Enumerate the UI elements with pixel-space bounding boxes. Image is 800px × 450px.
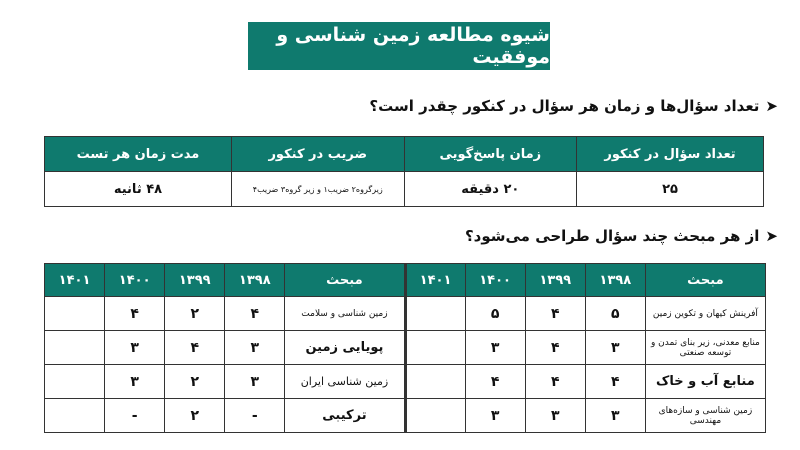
question-2 xyxy=(465,227,778,245)
topic-cell: منابع آب و خاک xyxy=(645,365,765,399)
exam-info-header-row xyxy=(45,137,764,172)
header-year-1398: ۱۳۹۸ xyxy=(225,264,285,297)
table-row xyxy=(45,331,766,365)
value-cell xyxy=(405,297,465,331)
cell-answer-time: ۲۰ دقیقه xyxy=(404,172,577,207)
value-cell: ۳ xyxy=(105,365,165,399)
table-row xyxy=(45,297,766,331)
value-cell: - xyxy=(225,399,285,433)
topic-questions-table xyxy=(44,263,766,433)
topic-cell: آفرینش کیهان و تکوین زمین xyxy=(645,297,765,331)
value-cell xyxy=(405,331,465,365)
value-cell: ۳ xyxy=(105,331,165,365)
value-cell: ۴ xyxy=(525,331,585,365)
topic-cell: ترکیبی xyxy=(285,399,405,433)
value-cell xyxy=(45,331,105,365)
topic-cell: پویایی زمین xyxy=(285,331,405,365)
cell-coefficient: زیرگروه۲ ضریب۱ و زیر گروه۳ ضریب۴ xyxy=(231,172,404,207)
exam-info-table xyxy=(44,136,764,207)
value-cell: ۳ xyxy=(585,331,645,365)
value-cell: ۲ xyxy=(165,399,225,433)
header-coefficient: ضریب در کنکور xyxy=(231,137,404,172)
value-cell xyxy=(405,399,465,433)
value-cell: ۴ xyxy=(465,365,525,399)
topic-header-row xyxy=(45,264,766,297)
cell-time-per-test: ۴۸ ثانیه xyxy=(45,172,232,207)
value-cell: ۳ xyxy=(585,399,645,433)
value-cell: ۲ xyxy=(165,365,225,399)
header-year-1401: ۱۴۰۱ xyxy=(405,264,465,297)
header-topic: مبحث xyxy=(645,264,765,297)
value-cell: ۳ xyxy=(225,331,285,365)
value-cell xyxy=(45,399,105,433)
value-cell: ۴ xyxy=(105,297,165,331)
value-cell: ۵ xyxy=(465,297,525,331)
value-cell: ۴ xyxy=(165,331,225,365)
question-2-text: از هر مبحث چند سؤال طراحی می‌شود؟ xyxy=(464,227,760,245)
table-row xyxy=(45,365,766,399)
value-cell xyxy=(45,365,105,399)
topic-cell: زمین شناسی و سازه‌های مهندسی xyxy=(645,399,765,433)
header-year-1400: ۱۴۰۰ xyxy=(465,264,525,297)
cell-question-count: ۲۵ xyxy=(577,172,764,207)
value-cell: ۴ xyxy=(585,365,645,399)
topic-cell: زمین شناسی و سلامت xyxy=(285,297,405,331)
value-cell: ۴ xyxy=(525,297,585,331)
topic-cell: زمین شناسی ایران xyxy=(285,365,405,399)
value-cell: ۳ xyxy=(525,399,585,433)
header-year-1398: ۱۳۹۸ xyxy=(585,264,645,297)
value-cell: ۳ xyxy=(465,399,525,433)
exam-info-row xyxy=(45,172,764,207)
value-cell: - xyxy=(105,399,165,433)
header-time-per-test: مدت زمان هر تست xyxy=(45,137,232,172)
value-cell: ۴ xyxy=(525,365,585,399)
value-cell: ۳ xyxy=(225,365,285,399)
header-year-1401: ۱۴۰۱ xyxy=(45,264,105,297)
question-1-text: تعداد سؤال‌ها و زمان هر سؤال در کنکور چقدر است؟ xyxy=(369,97,760,115)
value-cell: ۳ xyxy=(465,331,525,365)
header-year-1399: ۱۳۹۹ xyxy=(165,264,225,297)
topic-cell: منابع معدنی، زیر بنای تمدن و توسعه صنعتی xyxy=(645,331,765,365)
arrowhead-icon: ➤ xyxy=(765,227,778,245)
value-cell: ۲ xyxy=(165,297,225,331)
value-cell: ۵ xyxy=(585,297,645,331)
header-year-1399: ۱۳۹۹ xyxy=(525,264,585,297)
value-cell: ۴ xyxy=(225,297,285,331)
header-year-1400: ۱۴۰۰ xyxy=(105,264,165,297)
page-title: شیوه مطالعه زمین شناسی و موفقیت xyxy=(248,22,550,70)
header-answer-time: زمان پاسخ‌گویی xyxy=(404,137,577,172)
question-1 xyxy=(369,97,778,115)
header-topic: مبحث xyxy=(285,264,405,297)
arrowhead-icon: ➤ xyxy=(765,97,778,115)
table-row xyxy=(45,399,766,433)
value-cell xyxy=(405,365,465,399)
value-cell xyxy=(45,297,105,331)
header-question-count: تعداد سؤال در کنکور xyxy=(577,137,764,172)
